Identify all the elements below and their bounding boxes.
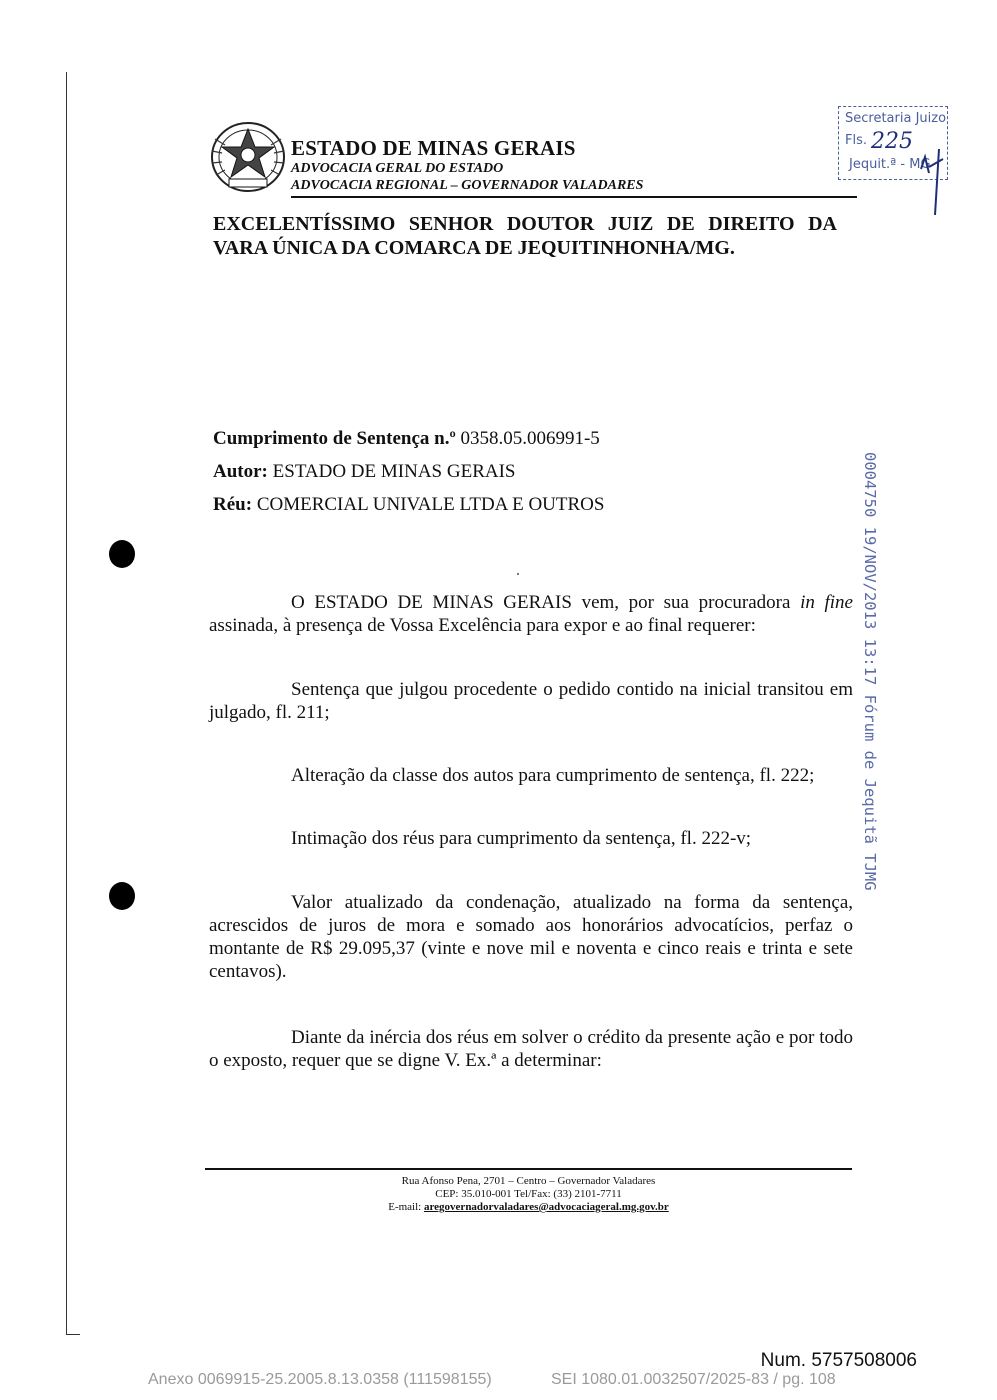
case-number-value: 0358.05.006991-5 [455,428,600,449]
side-protocol-text: 0004750 19/NOV/2013 13:17 Fórum de Jequitã TJMG [861,452,879,891]
case-number [213,428,600,450]
body-paragraph: Diante da inércia dos réus em solver o crédito da presente ação e por todo o exposto, requer que se digne V. Ex.ª a determinar: [209,1027,853,1071]
case-author-value: ESTADO DE MINAS GERAIS [267,461,516,482]
side-protocol-stamp [853,452,883,891]
addressee-block [213,212,837,260]
handwritten-mark-icon [917,129,951,215]
case-defendant-value: COMERCIAL UNIVALE LTDA E OUTROS [252,494,605,515]
case-defendant-label: Réu: [213,494,253,515]
body-paragraph: Intimação dos réus para cumprimento da sentença, fl. 222-v; [291,828,752,849]
punch-hole [109,540,135,568]
page-edge [66,72,67,1334]
case-defendant [213,494,604,516]
addressee-line: VARA ÚNICA DA COMARCA DE JEQUITINHONHA/MG. [213,237,735,259]
annex-reference: Anexo 0069915-25.2005.8.13.0358 (111598155) [148,1371,492,1388]
body-text-italic: in fine [800,592,853,613]
body-text: O ESTADO DE MINAS GERAIS vem, por sua procuradora [291,592,801,613]
court-stamp [838,106,948,180]
coat-of-arms-icon [207,117,289,195]
footer-address: Rua Afonso Pena, 2701 – Centro – Governador Valadares [401,1175,656,1187]
body-paragraph: Alteração da classe dos autos para cumprimento de sentença, fl. 222; [291,765,815,786]
header-subtitle: ADVOCACIA GERAL DO ESTADO [291,161,504,176]
footer-email [205,1201,852,1213]
footer-email-label: E-mail: [388,1201,424,1213]
stamp-line: Jequit.ª - MG [849,157,931,172]
stamp-signature: 225 [871,129,913,154]
document-number: Num. 5757508006 [760,1350,917,1371]
page-edge-bottom [66,1334,80,1335]
case-author-label: Autor: [213,461,268,482]
addressee-line: EXCELENTÍSSIMO SENHOR DOUTOR JUIZ DE DIREITO DA [213,213,837,235]
body-paragraph: Valor atualizado da condenação, atualizado na forma da sentença, acrescidos de juros de mora e somado aos honorários advocatícios, perfaz o montante de R$ 29.095,37 (vinte e nove mil e noventa e cinco reais e trinta e sete centavos). [209,892,853,982]
case-number-label: Cumprimento de Sentença n.º [213,428,456,449]
header-rule [291,196,857,198]
stamp-line: Fls. [845,133,867,148]
footer-email-link[interactable]: aregovernadorvaladares@advocaciageral.mg.gov.br [423,1201,669,1213]
header-title: ESTADO DE MINAS GERAIS [291,136,576,160]
stamp-line: Secretaria Juizo [845,111,947,126]
body-paragraph [209,591,853,637]
body-paragraph: Sentença que julgou procedente o pedido contido na inicial transitou em julgado, fl. 211; [209,679,853,723]
body-text: assinada, à presença de Vossa Excelência para expor e ao final requerer: [209,615,756,636]
footer-cep: CEP: 35.010-001 Tel/Fax: (33) 2101-7711 [435,1188,622,1200]
case-author [213,461,515,483]
sei-reference: SEI 1080.01.0032507/2025-83 / pg. 108 [551,1371,836,1388]
footer-rule [205,1168,852,1170]
scan-speck [517,573,519,575]
punch-hole [109,882,135,910]
header-subtitle-regional: ADVOCACIA REGIONAL – GOVERNADOR VALADARES [291,178,644,193]
